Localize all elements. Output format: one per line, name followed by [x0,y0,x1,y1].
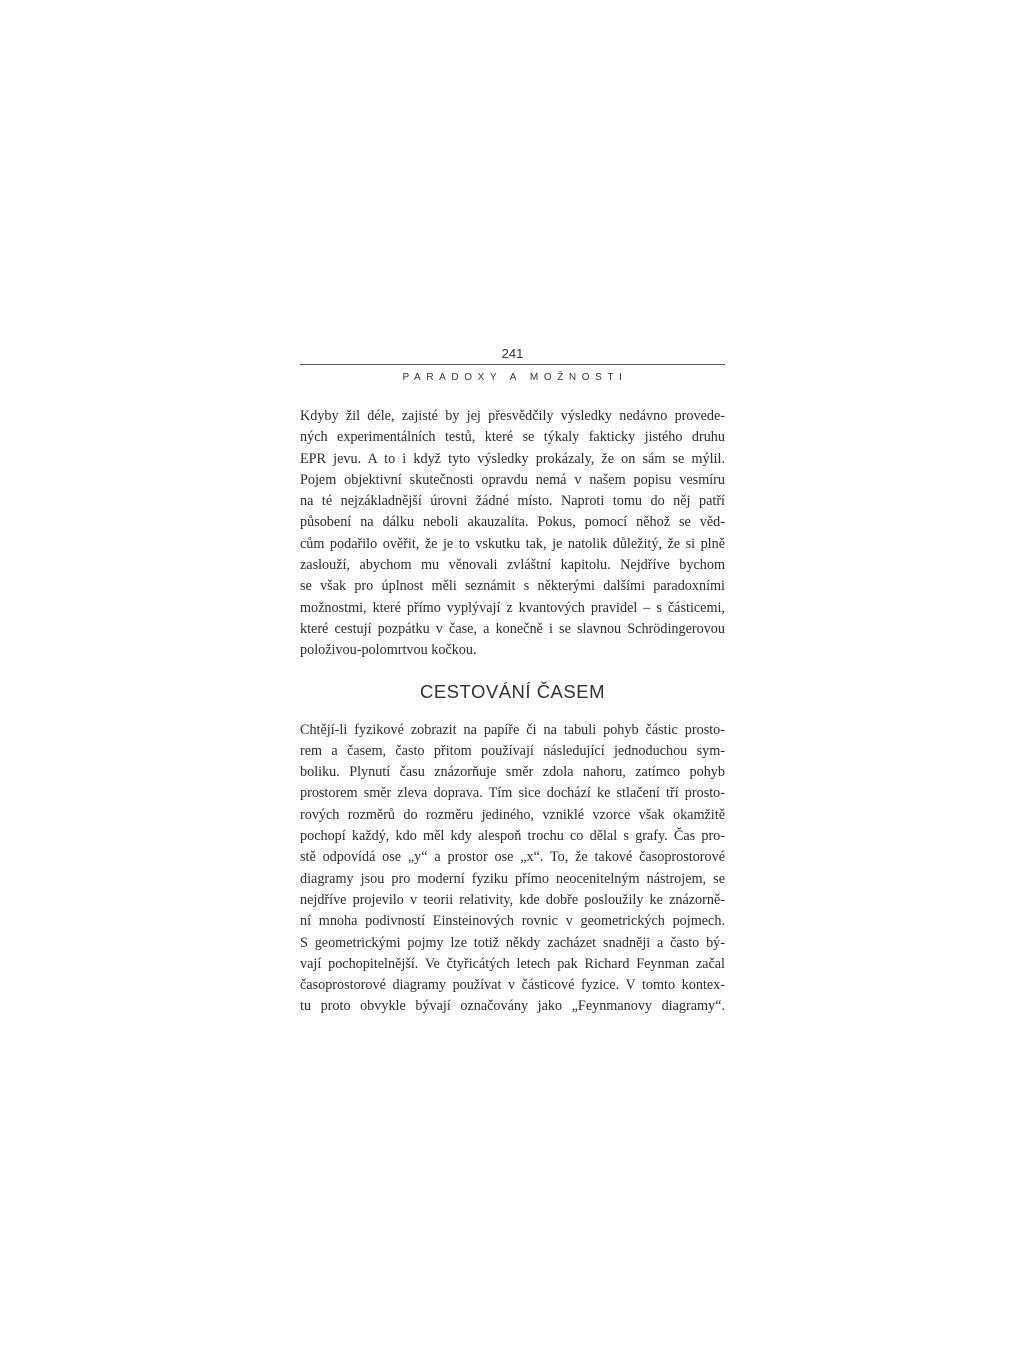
running-head: PARADOXY A MOŽNOSTI [402,372,628,383]
section-title: CESTOVÁNÍ ČASEM [419,680,605,702]
header-rule [300,364,725,365]
book-page [300,346,725,1018]
paragraph-line: Kdyby žil déle, zajisté by jej přesvědčily výsledky nedávno provede- [300,408,725,424]
paragraph-line: časoprostorové diagramy používat v částicové fyzice. V tomto kontex- [300,977,725,994]
paragraph-line: ných experimentálních testů, které se týkaly fakticky jistého druhu [300,429,725,446]
paragraph-1 [300,406,725,662]
paragraph-line: EPR jevu. A to i když tyto výsledky prokázaly, že on sám se mýlil. [300,450,725,467]
paragraph-line: stě odpovídá ose „y“ a prostor ose „x“. To, že takové časoprostorové [300,849,725,866]
paragraph-line: rem a časem, často přitom používají následující jednoduchou sym- [300,742,725,759]
paragraph-line: Pojem objektivní skutečnosti opravdu nemá v našem popisu vesmíru [300,471,725,488]
paragraph-line: nejdříve projevilo v teorii relativity, kde dobře posloužily ke znázorně- [300,891,725,908]
paragraph-line: tu proto obvykle bývají označovány jako „Feynmanovy diagramy“. [300,998,725,1015]
paragraph-line: na té nejzákladnější úrovni žádné místo. Naproti tomu do něj patří [300,493,725,510]
paragraph-line: možnostmi, které přímo vyplývají z kvantových pravidel – s částicemi, [300,599,725,616]
page-number: 241 [501,346,524,361]
paragraph-line: ní mnoha podivností Einsteinových rovnic v geometrických pojmech. [300,913,725,930]
paragraph-line: položivou-polomrtvou kočkou. [300,642,477,659]
paragraph-line: prostorem směr zleva doprava. Tím sice dochází ke stlačení tří prosto- [300,785,725,802]
paragraph-line: diagramy jsou pro moderní fyziku přímo neocenitelným nástrojem, se [300,870,725,887]
paragraph-2 [300,720,725,1018]
paragraph-line: rových rozměrů do rozměru jediného, vzniklé vzorce však okamžitě [300,806,725,823]
paragraph-line: S geometrickými pojmy lze totiž někdy zacházet snadněji a často bý- [300,934,725,951]
paragraph-line: vají pochopitelnější. Ve čtyřicátých letech pak Richard Feynman začal [300,955,725,972]
paragraph-line: zaslouží, abychom mu věnovali zvláštní kapitolu. Nejdříve bychom [300,557,725,574]
paragraph-line: pochopí každý, kdo měl kdy alespoň trochu co dělal s grafy. Čas pro- [300,828,725,845]
paragraph-line: které cestují pozpátku v čase, a konečně i se slavnou Schrödingerovou [300,620,725,637]
paragraph-line: boliku. Plynutí času znázorňuje směr zdola nahoru, zatímco pohyb [300,764,725,781]
paragraph-line: se však pro úplnost měli seznámit s některými dalšími paradoxními [300,578,725,595]
paragraph-line: cům podařilo ověřit, že je to vskutku tak, je natolik důležitý, že si plně [300,535,725,552]
paragraph-line: Chtějí-li fyzikové zobrazit na papíře či na tabuli pohyb částic prosto- [300,721,725,738]
paragraph-line: působení na dálku neboli akauzalita. Pokus, pomocí něhož se věd- [300,514,725,531]
